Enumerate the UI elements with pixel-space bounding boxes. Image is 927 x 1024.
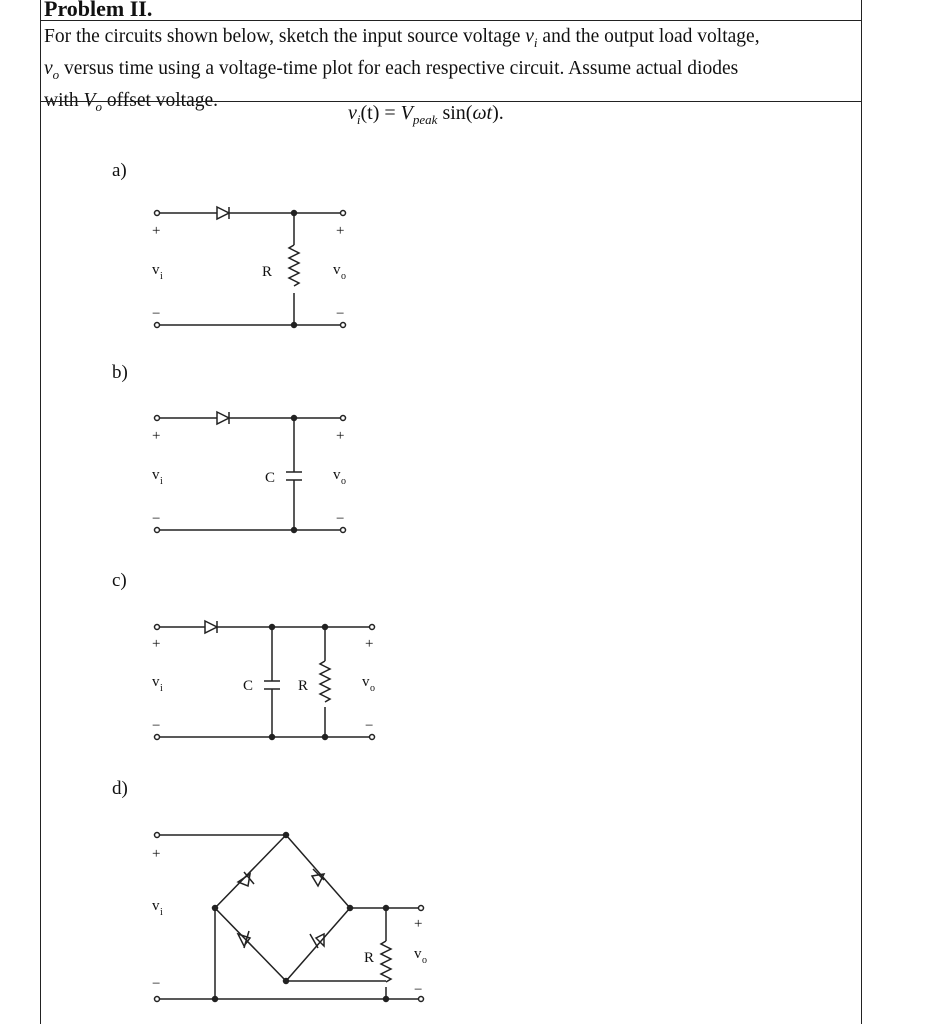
circuit-b-output: v: [333, 467, 341, 483]
junction-dot: [292, 323, 297, 328]
circuit-d-wires: [160, 835, 418, 999]
circuit-b-minus: −: [152, 511, 161, 527]
circuit-c-out-minus: −: [365, 718, 374, 734]
junction-dot: [292, 528, 297, 533]
capacitor-icon: [264, 681, 280, 689]
circuit-a-input: v: [152, 262, 160, 278]
terminal-icon: [155, 416, 160, 421]
terminal-icon: [155, 833, 160, 838]
circuit-c-output-sub: o: [370, 683, 375, 694]
circuit-c-label: c): [112, 570, 127, 591]
circuit-a-plus: +: [152, 223, 161, 239]
circuit-a-minus: −: [152, 306, 161, 322]
terminal-icon: [341, 211, 346, 216]
vi-subscript: i: [533, 34, 538, 50]
circuit-d-input-sub: i: [160, 907, 163, 918]
terminal-icon: [341, 323, 346, 328]
terminal-icon: [419, 906, 424, 911]
diode-icon: [205, 621, 217, 633]
resistor-icon: [289, 245, 299, 286]
circuit-a-label: a): [112, 160, 127, 181]
terminal-icon: [370, 735, 375, 740]
circuit-c-plus: +: [152, 636, 161, 652]
problem-title: Problem II.: [44, 0, 153, 21]
junction-dot: [284, 833, 289, 838]
circuit-c-out-plus: +: [365, 636, 374, 652]
circuit-c-input: v: [152, 674, 160, 690]
circuit-b-wires: [160, 418, 340, 530]
statement-text: offset voltage.: [101, 89, 219, 111]
eq-end: ).: [492, 102, 504, 124]
vo-symbol: v: [44, 57, 53, 79]
circuit-a-input-sub: i: [160, 271, 163, 282]
terminal-icon: [370, 625, 375, 630]
resistor-icon: [320, 661, 330, 702]
circuit-b-out-plus: +: [336, 428, 345, 444]
terminal-icon: [155, 211, 160, 216]
junction-dot: [323, 625, 328, 630]
statement-text: For the circuits shown below, sketch the input source voltage: [44, 26, 526, 47]
circuit-a-output-sub: o: [341, 271, 346, 282]
diode-icon: [238, 872, 254, 886]
circuit-c-wires: [160, 627, 369, 737]
eq-V: V: [400, 102, 413, 124]
junction-dot: [348, 906, 353, 911]
eq-arg: (t) =: [360, 102, 401, 124]
terminal-icon: [155, 323, 160, 328]
junction-dot: [323, 735, 328, 740]
resistor-icon: [381, 941, 391, 982]
circuit-a-out-plus: +: [336, 223, 345, 239]
junction-dot: [384, 997, 389, 1002]
terminal-icon: [155, 997, 160, 1002]
circuit-b-plus: +: [152, 428, 161, 444]
eq-v: v: [348, 102, 357, 124]
circuit-d-out-plus: +: [414, 916, 423, 932]
capacitor-icon: [286, 472, 302, 480]
circuit-b-input: v: [152, 467, 160, 483]
circuit-b-input-sub: i: [160, 476, 163, 487]
eq-V-sub: peak: [412, 112, 438, 127]
junction-dot: [384, 906, 389, 911]
eq-omega-t: ωt: [472, 102, 493, 124]
vi-symbol: v: [525, 26, 534, 47]
circuit-b-capacitor-label: C: [265, 470, 276, 486]
circuit-d-plus: +: [152, 846, 161, 862]
terminal-icon: [341, 528, 346, 533]
circuit-b-output-sub: o: [341, 476, 346, 487]
terminal-icon: [155, 528, 160, 533]
circuit-d-minus: −: [152, 976, 161, 992]
circuit-d-resistor-label: R: [364, 950, 375, 966]
statement-text: and the output load voltage,: [537, 26, 760, 47]
circuit-d-out-minus: −: [414, 982, 423, 998]
circuit-b-out-minus: −: [336, 511, 345, 527]
circuit-c-input-sub: i: [160, 683, 163, 694]
circuit-d-output-sub: o: [422, 955, 427, 966]
junction-dot: [213, 906, 218, 911]
junction-dot: [270, 735, 275, 740]
circuit-d-input: v: [152, 898, 160, 914]
junction-dot: [292, 211, 297, 216]
circuit-a-out-minus: −: [336, 306, 345, 322]
circuit-c-minus: −: [152, 718, 161, 734]
circuit-d-output: v: [414, 946, 422, 962]
circuit-d-label: d): [112, 778, 128, 799]
junction-dot: [292, 416, 297, 421]
terminal-icon: [341, 416, 346, 421]
circuit-a: [155, 207, 346, 328]
junction-dot: [284, 979, 289, 984]
terminal-icon: [155, 625, 160, 630]
circuit-c-output: v: [362, 674, 370, 690]
eq-sin: sin(: [437, 102, 473, 124]
circuit-b: [155, 412, 346, 533]
diode-icon: [217, 207, 229, 219]
circuit-b-label: b): [112, 362, 128, 383]
circuit-a-output: v: [333, 262, 341, 278]
junction-dot: [213, 997, 218, 1002]
bridge-wires: [215, 835, 350, 981]
terminal-icon: [155, 735, 160, 740]
Vo-symbol: V: [83, 89, 96, 111]
circuit-c-resistor-label: R: [298, 678, 309, 694]
diode-icon: [217, 412, 229, 424]
eq-v-sub: i: [356, 112, 361, 127]
statement-text: with: [44, 89, 84, 111]
statement-text: versus time using a voltage-time plot for each respective circuit. Assume actual diodes: [59, 57, 739, 79]
circuit-d: [155, 833, 424, 1002]
circuit-a-resistor-label: R: [262, 264, 273, 280]
junction-dot: [270, 625, 275, 630]
circuit-c: [155, 621, 375, 740]
Vo-subscript: o: [95, 98, 102, 114]
circuit-c-capacitor-label: C: [243, 678, 254, 694]
vo-subscript: o: [52, 66, 60, 82]
circuit-a-wires: [160, 213, 340, 325]
